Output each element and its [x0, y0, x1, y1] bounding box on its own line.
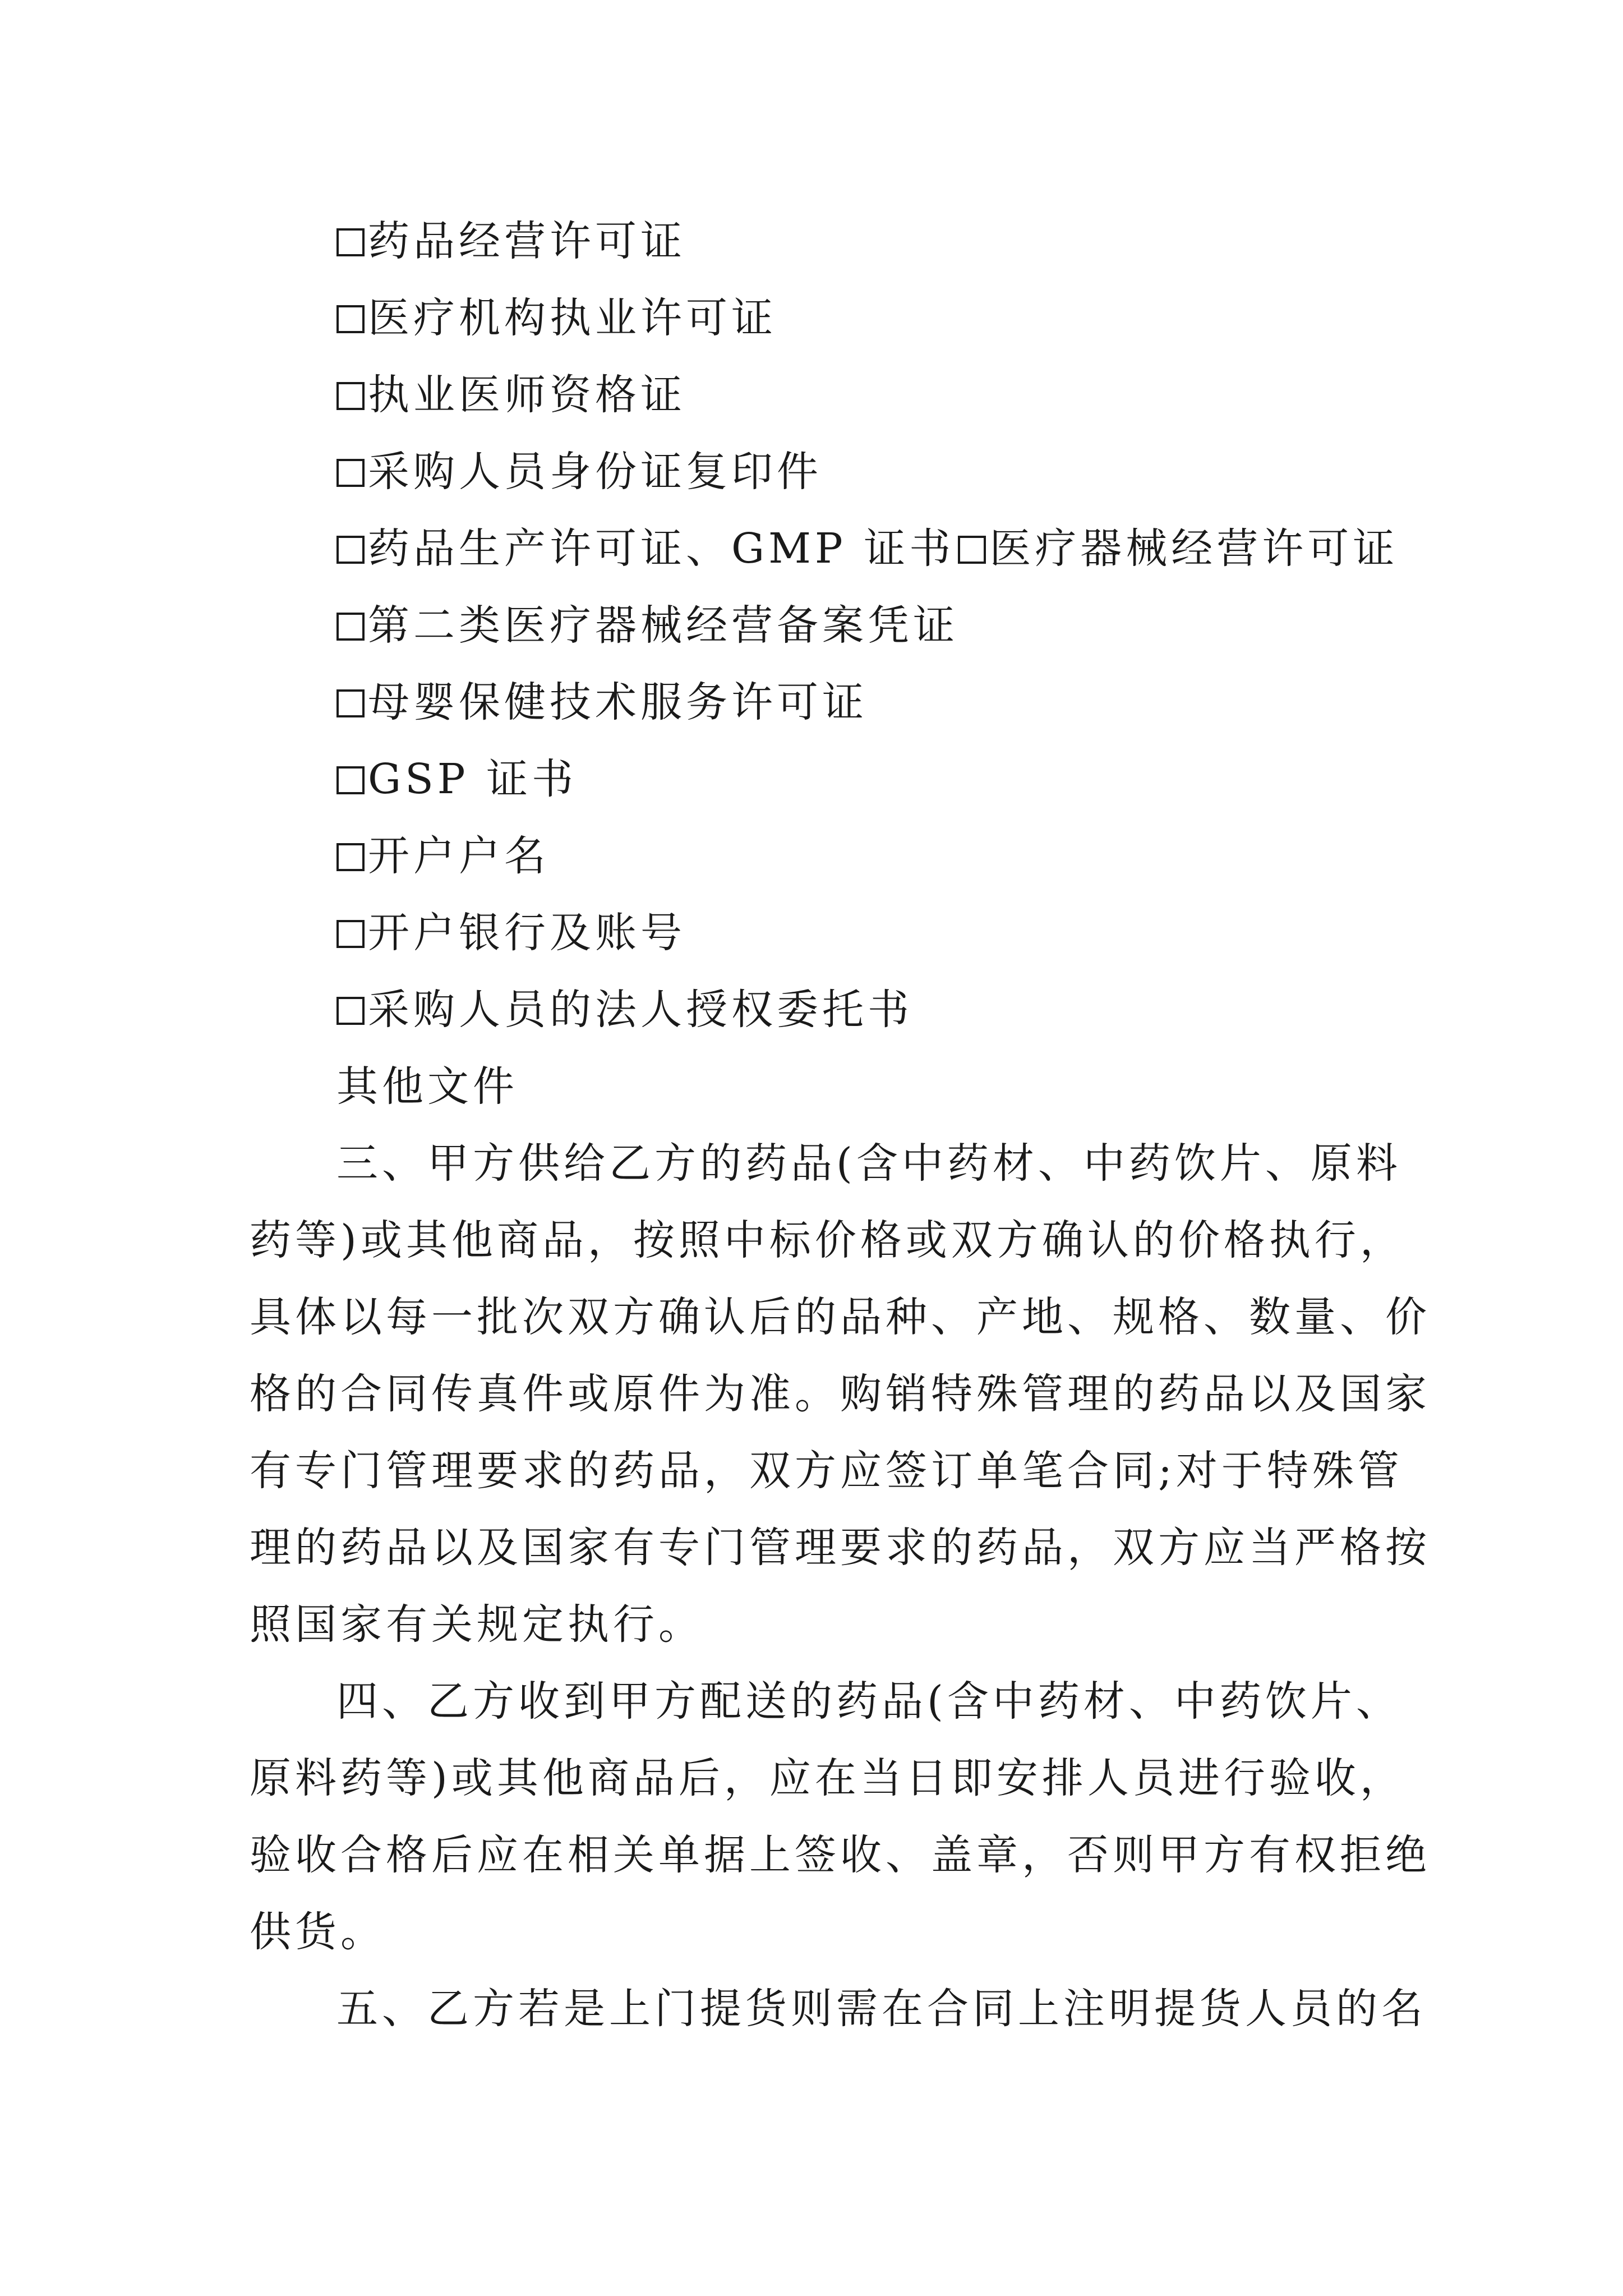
checkbox-icon [958, 536, 986, 564]
paragraph-line: 三、甲方供给乙方的药品(含中药材、中药饮片、原料 [336, 1139, 1401, 1188]
checkbox-icon [336, 843, 365, 871]
checklist-other: 其他文件 [336, 1062, 518, 1111]
checklist-item: 开户银行及账号 [336, 912, 686, 954]
checkbox-icon [336, 382, 365, 410]
paragraph-line: 供货。 [250, 1908, 386, 1956]
checkbox-icon [336, 536, 365, 564]
checklist-item: 药品生产许可证、GMP 证书 医疗器械经营许可证 [336, 528, 1398, 569]
checkbox-icon [336, 689, 365, 717]
checklist-item: 母婴保健技术服务许可证 [336, 682, 868, 723]
checklist-item: GSP 证书 [336, 758, 577, 800]
checklist-item: 采购人员身份证复印件 [336, 451, 822, 493]
paragraph-line: 验收合格后应在相关单据上签收、盖章，否则甲方有权拒绝 [250, 1831, 1431, 1879]
paragraph-line: 五、乙方若是上门提货则需在合同上注明提货人员的名 [336, 1985, 1427, 2033]
checklist-item: 开户户名 [336, 835, 550, 877]
paragraph-line: 有专门管理要求的药品，双方应签订单笔合同;对于特殊管 [250, 1447, 1403, 1495]
paragraph-line: 原料药等)或其他商品后，应在当日即安排人员进行验收， [250, 1754, 1405, 1802]
checklist-item: 药品经营许可证 [336, 220, 686, 262]
checkbox-icon [336, 766, 365, 794]
paragraph-line: 药等)或其他商品，按照中标价格或双方确认的价格执行， [250, 1216, 1405, 1264]
checklist-item: 采购人员的法人授权委托书 [336, 989, 913, 1030]
paragraph-line: 四、乙方收到甲方配送的药品(含中药材、中药饮片、 [336, 1677, 1401, 1726]
paragraph-line: 具体以每一批次双方确认后的品种、产地、规格、数量、价 [250, 1293, 1431, 1341]
checklist-item: 医疗机构执业许可证 [336, 297, 777, 339]
checkbox-icon [336, 305, 365, 333]
checkbox-icon [336, 613, 365, 641]
paragraph-line: 格的合同传真件或原件为准。购销特殊管理的药品以及国家 [250, 1370, 1431, 1418]
checklist-item: 执业医师资格证 [336, 374, 686, 416]
checkbox-icon [336, 920, 365, 948]
checkbox-icon [336, 459, 365, 487]
checklist-item: 第二类医疗器械经营备案凭证 [336, 605, 958, 646]
paragraph-line: 照国家有关规定执行。 [250, 1600, 704, 1649]
paragraph-line: 理的药品以及国家有专门管理要求的药品，双方应当严格按 [250, 1524, 1431, 1572]
checkbox-icon [336, 228, 365, 256]
checkbox-icon [336, 997, 365, 1025]
